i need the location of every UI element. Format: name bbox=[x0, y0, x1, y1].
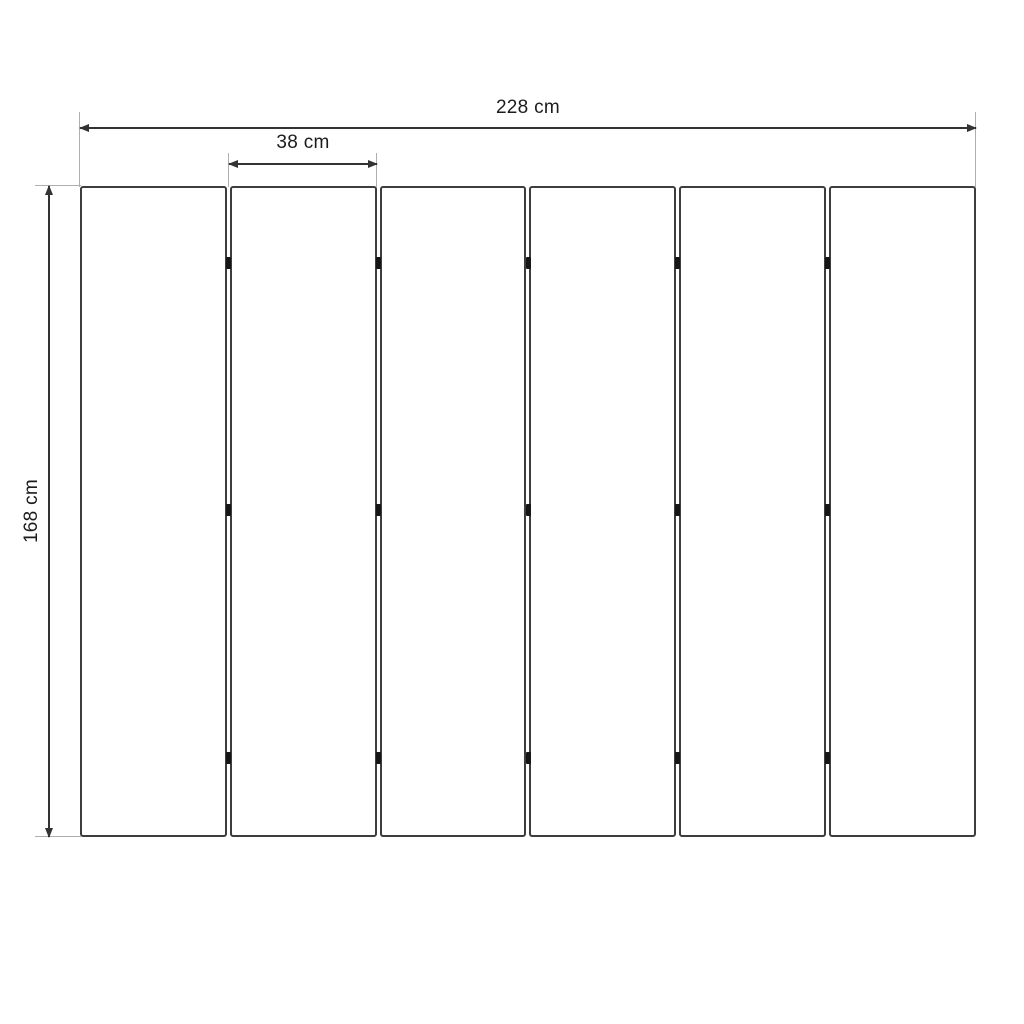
dimension-line-total-width bbox=[80, 127, 976, 129]
arrowhead-down-icon bbox=[45, 828, 53, 838]
arrowhead-up-icon bbox=[45, 185, 53, 195]
panel-6 bbox=[829, 186, 976, 837]
hinge-icon bbox=[825, 752, 830, 764]
total-width-label: 228 cm bbox=[495, 97, 561, 118]
panel-4 bbox=[529, 186, 676, 837]
hinge-icon bbox=[376, 257, 381, 269]
extension-line-height-top bbox=[35, 185, 81, 186]
hinge-icon bbox=[226, 752, 231, 764]
arrowhead-left-icon bbox=[79, 124, 89, 132]
extension-line-panel-right bbox=[376, 153, 377, 187]
hinge-icon bbox=[526, 752, 531, 764]
panels-row bbox=[80, 186, 976, 837]
hinge-icon bbox=[675, 504, 680, 516]
panel-width-label: 38 cm bbox=[276, 132, 330, 153]
hinge-icon bbox=[675, 752, 680, 764]
hinge-icon bbox=[226, 504, 231, 516]
hinge-icon bbox=[675, 257, 680, 269]
hinge-icon bbox=[825, 257, 830, 269]
dimension-line-height bbox=[48, 186, 50, 837]
hinge-icon bbox=[226, 257, 231, 269]
hinge-icon bbox=[526, 504, 531, 516]
height-label: 168 cm bbox=[21, 478, 42, 544]
panel-3 bbox=[380, 186, 527, 837]
extension-line-height-bottom bbox=[35, 836, 81, 837]
arrowhead-right-icon bbox=[368, 160, 378, 168]
hinge-icon bbox=[376, 752, 381, 764]
panel-2 bbox=[230, 186, 377, 837]
arrowhead-left-icon bbox=[228, 160, 238, 168]
hinge-icon bbox=[825, 504, 830, 516]
arrowhead-right-icon bbox=[967, 124, 977, 132]
panel-1 bbox=[80, 186, 227, 837]
hinge-icon bbox=[376, 504, 381, 516]
hinge-icon bbox=[526, 257, 531, 269]
extension-line-panel-left bbox=[228, 153, 229, 187]
dimension-line-panel-width bbox=[229, 163, 377, 165]
panel-5 bbox=[679, 186, 826, 837]
